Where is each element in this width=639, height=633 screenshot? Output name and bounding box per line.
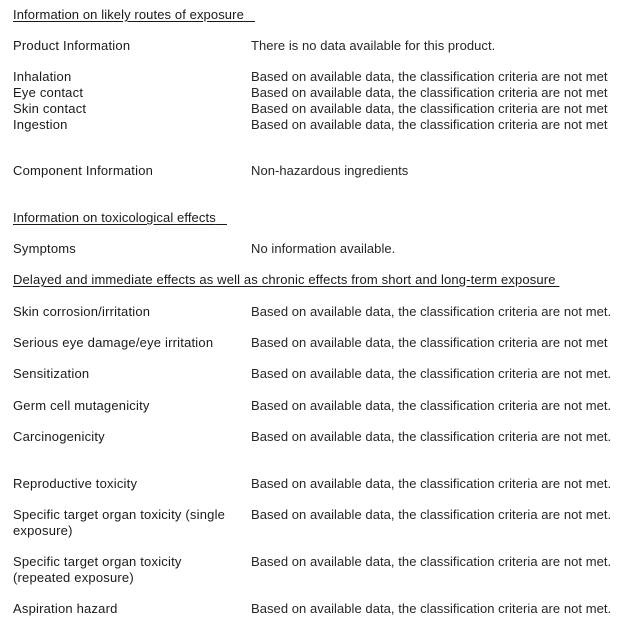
- value-component-information: Non-hazardous ingredients: [251, 163, 409, 178]
- value-stot-single: Based on available data, the classification criteria are not met.: [251, 507, 612, 522]
- label-ingestion: Ingestion: [13, 117, 68, 132]
- value-ingestion: Based on available data, the classification criteria are not met: [251, 117, 608, 132]
- label-component-information: Component Information: [13, 163, 154, 178]
- section-heading-routes-of-exposure: Information on likely routes of exposure: [13, 7, 244, 22]
- label-carcinogenicity: Carcinogenicity: [13, 429, 105, 444]
- value-symptoms: No information available.: [251, 241, 396, 256]
- value-skin-corrosion-irritation: Based on available data, the classification criteria are not met.: [251, 304, 612, 319]
- value-inhalation: Based on available data, the classification criteria are not met: [251, 69, 608, 84]
- section-heading-toxicological-effects: Information on toxicological effects: [13, 210, 216, 225]
- label-skin-corrosion-irritation: Skin corrosion/irritation: [13, 304, 151, 319]
- value-skin-contact: Based on available data, the classification criteria are not met: [251, 101, 608, 116]
- label-germ-cell-mutagenicity: Germ cell mutagenicity: [13, 398, 150, 413]
- value-serious-eye-damage: Based on available data, the classification criteria are not met: [251, 335, 608, 350]
- label-aspiration-hazard: Aspiration hazard: [13, 601, 118, 616]
- label-stot-repeated-line1: Specific target organ toxicity: [13, 554, 182, 569]
- label-sensitization: Sensitization: [13, 366, 90, 381]
- value-aspiration-hazard: Based on available data, the classification criteria are not met.: [251, 601, 612, 616]
- label-stot-repeated-line2: (repeated exposure): [13, 570, 134, 585]
- section-heading-delayed-immediate-effects: Delayed and immediate effects as well as chronic effects from short and long-term exposure: [13, 272, 556, 287]
- label-eye-contact: Eye contact: [13, 85, 84, 100]
- value-product-information: There is no data available for this product.: [251, 38, 496, 53]
- value-reproductive-toxicity: Based on available data, the classification criteria are not met.: [251, 476, 612, 491]
- label-inhalation: Inhalation: [13, 69, 72, 84]
- value-sensitization: Based on available data, the classification criteria are not met.: [251, 366, 612, 381]
- label-stot-single-line1: Specific target organ toxicity (single: [13, 507, 226, 522]
- label-serious-eye-damage: Serious eye damage/eye irritation: [13, 335, 214, 350]
- label-product-information: Product Information: [13, 38, 131, 53]
- value-carcinogenicity: Based on available data, the classification criteria are not met.: [251, 429, 612, 444]
- label-skin-contact: Skin contact: [13, 101, 87, 116]
- label-reproductive-toxicity: Reproductive toxicity: [13, 476, 138, 491]
- label-stot-single-line2: exposure): [13, 523, 73, 538]
- value-germ-cell-mutagenicity: Based on available data, the classification criteria are not met.: [251, 398, 612, 413]
- label-symptoms: Symptoms: [13, 241, 77, 256]
- value-stot-repeated: Based on available data, the classification criteria are not met.: [251, 554, 612, 569]
- value-eye-contact: Based on available data, the classification criteria are not met: [251, 85, 608, 100]
